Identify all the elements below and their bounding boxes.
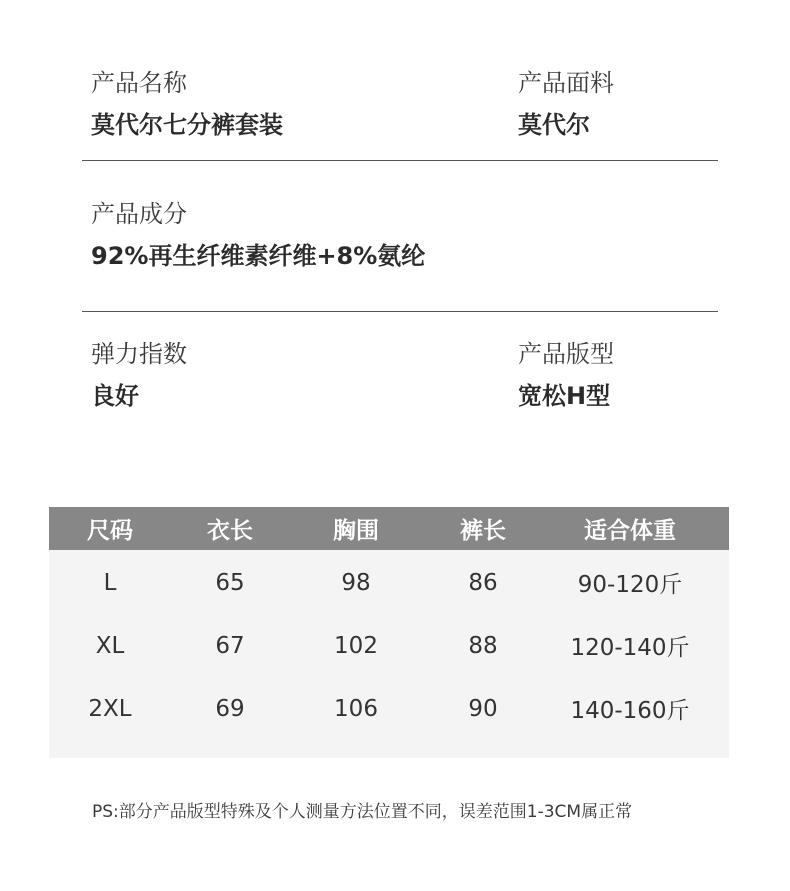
- table-cell: 65: [215, 569, 245, 596]
- table-cell: 90-120斤: [577, 572, 683, 598]
- divider: [82, 311, 718, 312]
- product-name-label: 产品名称: [91, 69, 187, 97]
- product-fit-block: [518, 339, 614, 411]
- size-table: [49, 507, 729, 758]
- product-elasticity-value: 良好: [91, 382, 139, 410]
- table-row: [49, 614, 729, 677]
- product-elasticity-label: 弹力指数: [91, 340, 187, 368]
- product-composition-label: 产品成分: [91, 200, 187, 228]
- size-table-header: [49, 507, 729, 550]
- header-cell-size: 尺码: [87, 518, 133, 544]
- product-composition-value: 92%再生纤维素纤维+8%氨纶: [91, 242, 426, 270]
- table-cell: 102: [334, 632, 378, 659]
- product-composition-block: [91, 199, 425, 271]
- table-row: [49, 551, 729, 614]
- product-elasticity-block: [91, 339, 187, 411]
- table-cell: 88: [468, 632, 498, 659]
- product-fabric-label: 产品面料: [518, 69, 614, 97]
- size-table-body: [49, 550, 729, 740]
- table-cell: 120-140斤: [570, 635, 690, 661]
- table-cell: 90: [468, 695, 498, 722]
- product-name-block: [91, 68, 283, 140]
- product-fit-label: 产品版型: [518, 340, 614, 368]
- product-fit-value: 宽松H型: [518, 382, 611, 410]
- header-cell-chest: 胸围: [333, 518, 379, 544]
- table-cell: L: [103, 569, 117, 596]
- measurement-note: PS:部分产品版型特殊及个人测量方法位置不同，误差范围1-3CM属正常: [92, 802, 633, 822]
- divider: [82, 160, 718, 161]
- product-fabric-block: [518, 68, 614, 140]
- product-name-value: 莫代尔七分裤套装: [91, 111, 283, 139]
- table-row: [49, 677, 729, 740]
- product-fabric-value: 莫代尔: [518, 111, 590, 139]
- table-cell: 86: [468, 569, 498, 596]
- table-cell: 69: [215, 695, 245, 722]
- table-cell: 106: [334, 695, 378, 722]
- table-cell: 2XL: [88, 695, 132, 722]
- table-cell: XL: [95, 632, 125, 659]
- table-cell: 140-160斤: [570, 698, 690, 724]
- table-cell: 98: [341, 569, 371, 596]
- header-cell-top-length: 衣长: [207, 518, 253, 544]
- header-cell-weight: 适合体重: [584, 518, 676, 544]
- header-cell-pants-length: 裤长: [460, 518, 506, 544]
- table-cell: 67: [215, 632, 245, 659]
